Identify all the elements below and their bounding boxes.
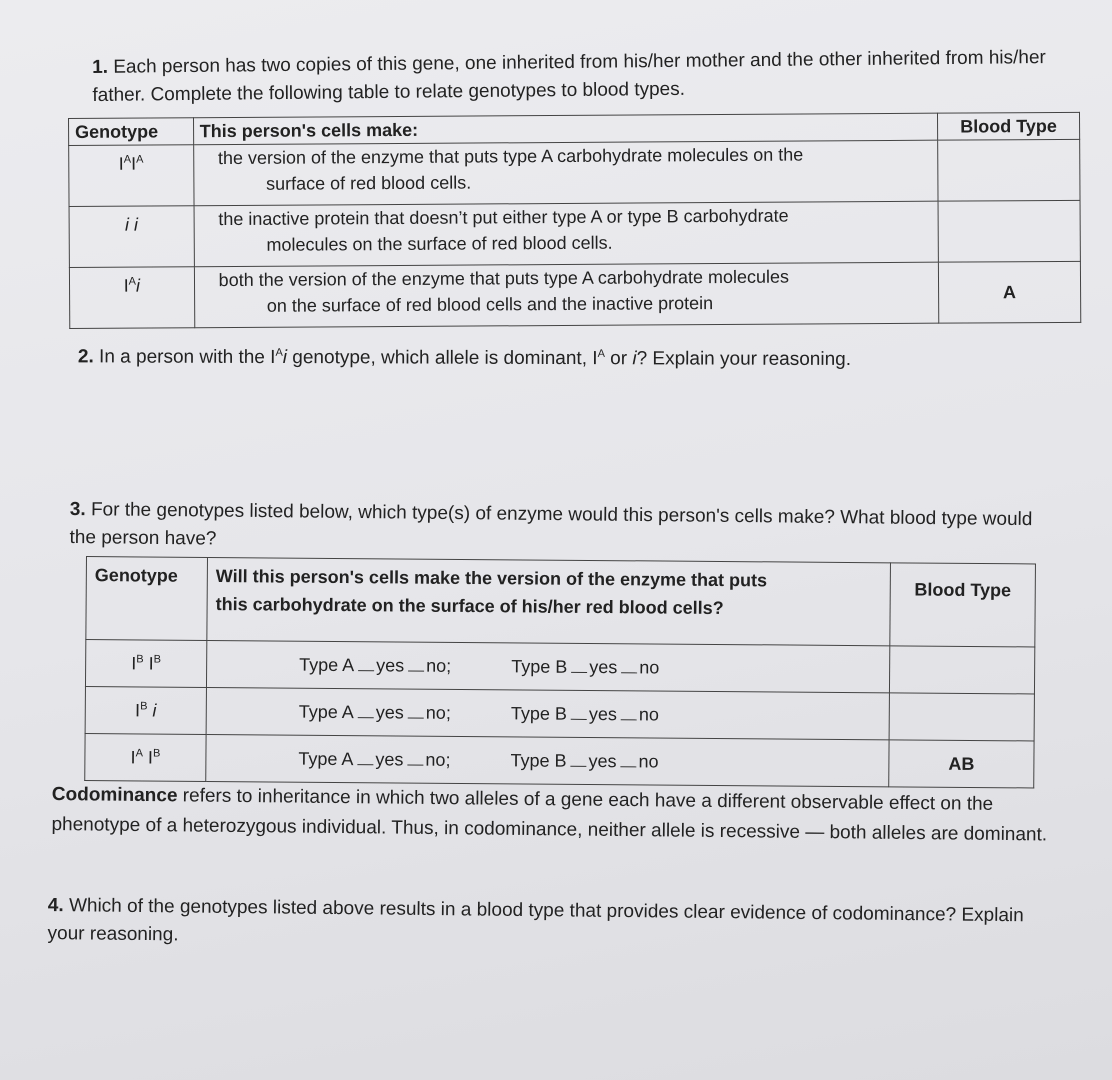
genotype-cell	[69, 145, 194, 207]
question-2	[78, 338, 1058, 375]
enzyme-options	[206, 640, 889, 692]
type-a-no-blank[interactable]	[408, 658, 424, 671]
description-line: the inactive protein that doesn’t put either type A or type B carbohydrate	[218, 205, 789, 230]
blood-type-answer[interactable]	[938, 139, 1080, 201]
genotype-cell	[85, 686, 206, 734]
yes-label: yes	[588, 703, 617, 724]
description-line: both the version of the enzyme that puts type A carbohydrate molecules	[218, 266, 790, 291]
table-2-header-row	[86, 557, 1036, 647]
codominance-term: Codominance	[51, 783, 178, 807]
description-cell	[194, 201, 939, 267]
genotype-table-1	[68, 112, 1081, 329]
type-b-yes-blank[interactable]	[571, 706, 587, 719]
description-line: surface of red blood cells.	[266, 172, 472, 194]
type-b-no-blank[interactable]	[621, 754, 637, 767]
question-4	[47, 892, 1048, 958]
table-row	[85, 640, 1034, 694]
blood-type-answer[interactable]	[938, 200, 1080, 262]
table-row	[69, 261, 1080, 328]
blood-type-answer[interactable]	[889, 646, 1034, 694]
blood-type-answer[interactable]: AB	[889, 740, 1034, 788]
type-a-yes-blank[interactable]	[358, 658, 374, 671]
question-2-text: In a person with the I	[99, 346, 276, 369]
table-row	[85, 733, 1034, 787]
allele-sup: B	[136, 652, 144, 665]
allele: I	[135, 699, 141, 720]
type-b-yes-blank[interactable]	[571, 659, 587, 672]
question-2-sup: A	[275, 346, 283, 359]
question-2-text: i	[632, 348, 637, 370]
allele-sup: A	[128, 275, 137, 288]
type-b-label: Type B	[510, 749, 567, 771]
allele: I	[118, 153, 124, 174]
question-2-sup: A	[597, 347, 605, 360]
table-1-header-genotype: Genotype	[69, 118, 194, 146]
question-3	[69, 496, 1060, 562]
question-1	[92, 44, 1053, 110]
no-label: no;	[426, 655, 452, 676]
type-a-label: Type A	[298, 748, 354, 769]
allele: I	[131, 652, 137, 673]
allele: i	[135, 275, 141, 296]
table-2-header-blood-type: Blood Type	[890, 563, 1036, 647]
type-a-label: Type A	[298, 701, 354, 722]
description-cell	[193, 140, 938, 206]
blood-type-answer[interactable]	[889, 693, 1034, 741]
allele-sup: A	[136, 153, 144, 166]
type-a-no-blank[interactable]	[407, 752, 423, 765]
table-row	[69, 139, 1080, 206]
allele-sup: A	[123, 153, 132, 166]
question-4-text: Which of the genotypes listed above results in a blood type that provides clear evidence of codominance? Explain your reasoning.	[47, 895, 1024, 946]
genotype-cell	[85, 733, 206, 781]
codominance-definition	[51, 780, 1052, 850]
allele-sup: A	[135, 746, 143, 759]
yes-label: yes	[375, 701, 404, 723]
yes-label: yes	[588, 750, 617, 771]
type-b-no-blank[interactable]	[621, 707, 637, 720]
allele-sup: B	[140, 699, 148, 712]
genotype-cell	[85, 640, 206, 688]
question-1-number: 1.	[92, 56, 109, 78]
description-line: on the surface of red blood cells and the inactive protein	[266, 293, 714, 316]
yes-label: yes	[376, 654, 405, 676]
no-label: no	[638, 703, 660, 725]
question-4-number: 4.	[47, 894, 64, 917]
table-1-header-blood-type: Blood Type	[937, 112, 1079, 140]
type-a-yes-blank[interactable]	[357, 752, 373, 765]
question-2-text: i	[282, 347, 288, 369]
yes-label: yes	[589, 656, 618, 677]
question-3-number: 3.	[69, 498, 86, 521]
question-2-text: or	[604, 348, 633, 370]
yes-label: yes	[375, 748, 404, 769]
genotype-cell: i i	[69, 206, 194, 268]
type-a-no-blank[interactable]	[408, 705, 424, 718]
table-2-header-genotype: Genotype	[86, 557, 208, 641]
type-b-label: Type B	[511, 655, 568, 677]
codominance-text: refers to inheritance in which two alleles of a gene each have a different observable effect on the phenotype of a heterozygous individual. Thus, in codominance, neither allele is recessive — both alleles are dominant.	[51, 785, 1048, 846]
allele: I	[131, 153, 137, 174]
question-2-text: genotype, which allele is dominant, I	[287, 347, 598, 370]
allele-sup: B	[152, 747, 161, 760]
type-b-no-blank[interactable]	[621, 660, 637, 673]
question-2-number: 2.	[77, 346, 94, 368]
question-2-text: ? Explain your reasoning.	[636, 348, 852, 371]
description-cell	[194, 262, 939, 328]
header-line: Will this person's cells make the version of the enzyme that puts	[215, 566, 768, 591]
enzyme-options	[206, 734, 889, 786]
description-line: molecules on the surface of red blood cells.	[266, 232, 613, 255]
no-label: no;	[425, 702, 451, 723]
enzyme-options	[206, 687, 889, 739]
allele-sup: B	[153, 653, 162, 666]
no-label: no;	[425, 749, 451, 770]
description-line: the version of the enzyme that puts type A carbohydrate molecules on the	[217, 144, 804, 169]
allele: I	[130, 746, 136, 767]
table-row	[85, 686, 1034, 740]
allele: I	[148, 652, 154, 674]
blood-type-answer[interactable]: A	[938, 261, 1080, 323]
genotype-cell	[69, 267, 194, 329]
table-row	[69, 200, 1080, 267]
type-a-label: Type A	[299, 654, 355, 675]
table-2-header-question	[207, 557, 891, 645]
header-line: this carbohydrate on the surface of his/her red blood cells?	[215, 594, 724, 619]
genotype-table-2	[84, 556, 1036, 788]
no-label: no	[639, 656, 660, 678]
table-1-header-cells-make: This person's cells make:	[193, 113, 937, 145]
question-3-text: For the genotypes listed below, which type(s) of enzyme would this person's cells make? What blood type would the person have?	[69, 499, 1033, 550]
type-a-yes-blank[interactable]	[358, 705, 374, 718]
allele: I	[147, 746, 154, 768]
allele: i	[152, 700, 157, 721]
no-label: no	[638, 750, 659, 772]
type-b-label: Type B	[510, 702, 567, 724]
allele: I	[123, 275, 129, 296]
type-b-yes-blank[interactable]	[570, 753, 586, 766]
question-1-text: Each person has two copies of this gene, one inherited from his/her mother and the other inherited from his/her father. Complete the following table to relate genotypes to blood types.	[92, 47, 1046, 106]
